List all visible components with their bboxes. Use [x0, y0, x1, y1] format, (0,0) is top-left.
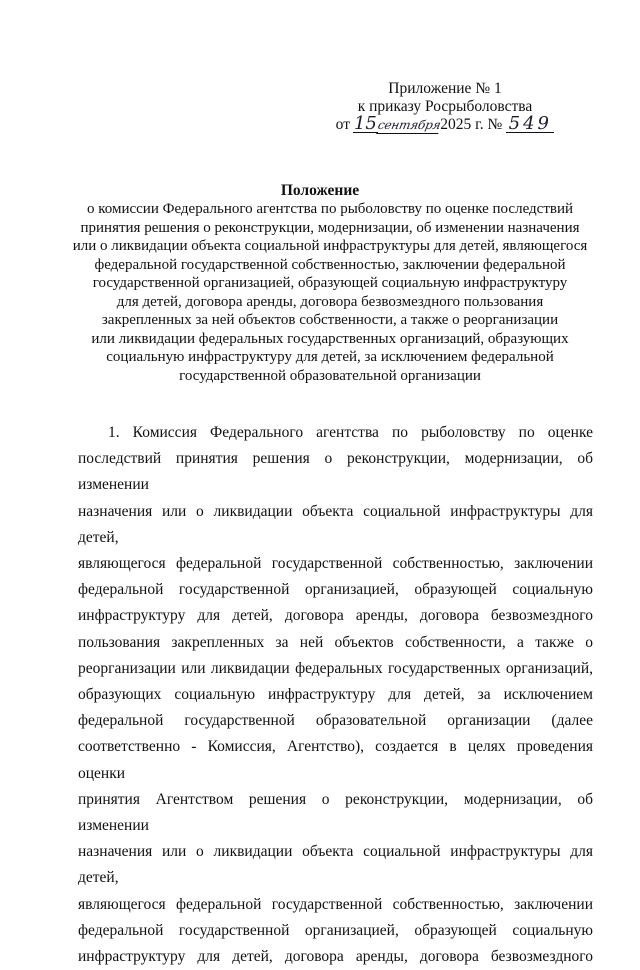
body-line: последствий принятия решения о реконструкции, модернизации, об изменении — [78, 450, 593, 494]
document-title: Положение — [280, 182, 360, 199]
body-line: пользования закрепленных за ней объектов собственности, а также о — [78, 633, 593, 651]
subtitle-line: социальную инфраструктуру для детей, за исключением федеральной — [106, 349, 554, 365]
body-line: федеральной государственной организацией, образующей социальную — [78, 581, 593, 599]
subtitle-line: государственной образовательной организации — [179, 367, 481, 384]
body-line: соответственно - Комиссия, Агентство), создается в целях проведения оценки — [78, 738, 593, 782]
body-line: 1. Комиссия Федерального агентства по рыболовству по оценке — [108, 424, 593, 441]
order-date-number — [300, 113, 590, 134]
body-line: инфраструктуру для детей, договора аренды, договора безвозмездного — [78, 607, 593, 625]
handwritten-day: 15 — [353, 113, 377, 134]
body-line: принятия Агентством решения о реконструкции, модернизации, об изменении — [78, 790, 593, 835]
body-line: назначения или о ликвидации объекта социальной инфраструктуры для детей, — [78, 843, 593, 887]
order-year: 2025 г. № — [440, 116, 503, 133]
subtitle-line: или о ликвидации объекта социальной инфраструктуры для детей, являющегося — [72, 238, 588, 254]
paragraph-1 — [78, 420, 593, 970]
subtitle-line: государственной организацией, образующей социальную инфраструктуру — [92, 275, 568, 291]
body-line: федеральной государственной образовательной организации (далее — [78, 712, 593, 730]
subtitle-line: принятия решения о реконструкции, модернизации, об изменении назначения — [80, 219, 580, 236]
appendix-header — [300, 80, 590, 134]
body-line: являющегося федеральной государственной собственностью, заключении — [78, 895, 593, 913]
subtitle-line: о комиссии Федерального агентства по рыболовству по оценке последствий — [86, 201, 574, 217]
date-prefix: от — [335, 116, 350, 133]
appendix-number: Приложение № 1 — [388, 80, 502, 97]
subtitle-line: или ликвидации федеральных государственных организаций, образующих — [91, 330, 569, 347]
body-line: назначения или о ликвидации объекта социальной инфраструктуры для детей, — [78, 502, 593, 546]
subtitle-line: федеральной государственной собственностью, заключении федеральной — [94, 256, 566, 273]
document-subtitle — [60, 200, 600, 385]
body-line: федеральной государственной организацией, образующей социальную — [78, 921, 593, 939]
handwritten-order-number: 549 — [506, 116, 554, 133]
appendix-order-ref: к приказу Росрыболовства — [357, 98, 533, 115]
body-line: реорганизации или ликвидации федеральных государственных организаций, — [78, 659, 593, 677]
subtitle-line: закрепленных за ней объектов собственности, а также о реорганизации — [101, 312, 559, 328]
body-line: инфраструктуру для детей, договора аренды, договора безвозмездного — [78, 948, 593, 966]
body-line: являющегося федеральной государственной собственностью, заключении — [78, 555, 593, 573]
subtitle-line: для детей, договора аренды, договора безвозмездного пользования — [116, 293, 544, 310]
body-line: образующих социальную инфраструктуру для детей, за исключением — [78, 686, 593, 704]
handwritten-month: сентября — [376, 118, 442, 132]
